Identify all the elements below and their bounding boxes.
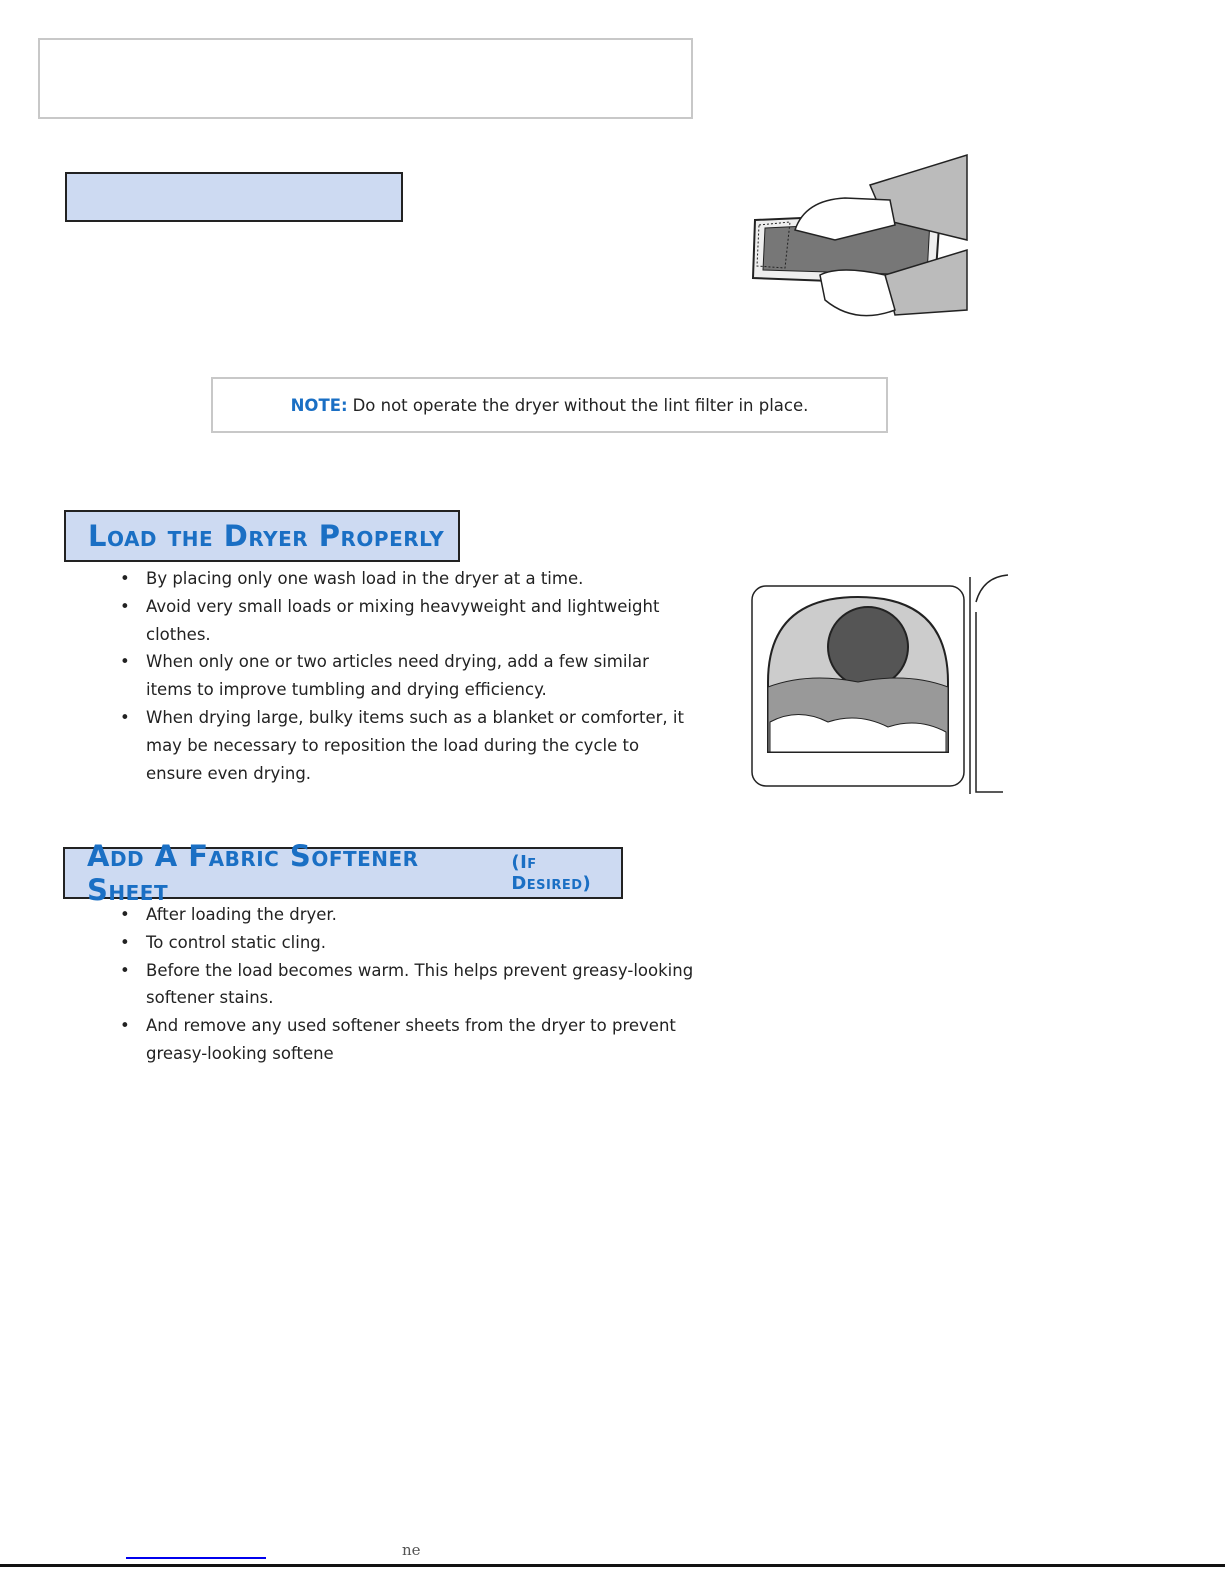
list-item: • And remove any used softener sheets from the dryer to prevent greasy-looking softene	[120, 1012, 700, 1068]
list-item: • After loading the dryer.	[120, 901, 700, 929]
list-item: • Avoid very small loads or mixing heavyweight and lightweight clothes.	[120, 593, 700, 649]
footer-rule	[0, 1564, 1225, 1567]
lint-filter-illustration	[745, 150, 975, 330]
load-dryer-heading	[64, 510, 460, 562]
list-item: • When only one or two articles need drying, add a few similar items to improve tumbling and drying efficiency.	[120, 648, 700, 704]
empty-heading-box	[65, 172, 403, 222]
fabric-softener-heading	[63, 839, 623, 907]
note-text: Do not operate the dryer without the lint filter in place.	[352, 395, 809, 415]
list-item: • When drying large, bulky items such as a blanket or comforter, it may be necessary to reposition the load during the cycle to ensure even drying.	[120, 704, 700, 787]
title-box	[38, 38, 693, 119]
load-dryer-list	[120, 565, 700, 787]
footer-text: ne	[402, 1541, 421, 1559]
list-item: • By placing only one wash load in the dryer at a time.	[120, 565, 700, 593]
list-item: • To control static cling.	[120, 929, 700, 957]
note-label: NOTE:	[290, 395, 348, 415]
dryer-drum-illustration	[748, 572, 1013, 797]
heading-suffix: (If Desired)	[511, 852, 592, 894]
heading-text: Load the Dryer Properly	[88, 519, 445, 553]
list-item: • Before the load becomes warm. This helps prevent greasy-looking softener stains.	[120, 957, 700, 1013]
footer-link[interactable]	[126, 1557, 266, 1559]
heading-text: Add A Fabric Softener Sheet	[87, 839, 419, 907]
fabric-softener-list	[120, 901, 700, 1068]
note-box	[211, 377, 888, 433]
